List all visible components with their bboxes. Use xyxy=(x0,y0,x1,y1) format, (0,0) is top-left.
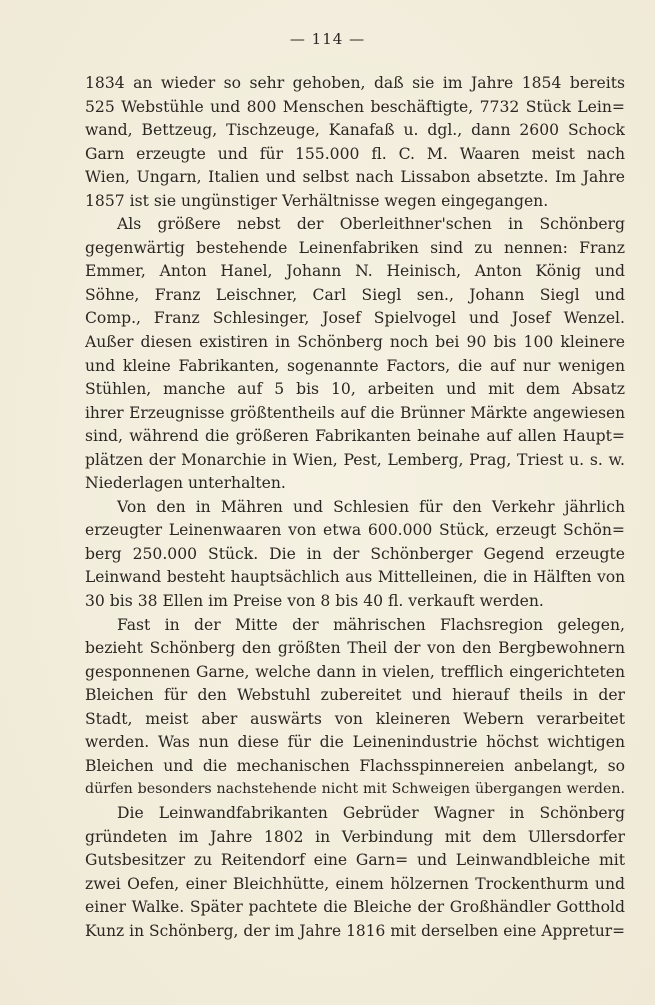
text-line: Außer diesen existiren in Schönberg noch bei 90 bis 100 kleinere xyxy=(85,333,625,352)
text-line: berg 250.000 Stück. Die in der Schönberger Gegend erzeugte xyxy=(85,544,625,563)
text-line: werden. Was nun diese für die Leinenindustrie höchst wichtigen xyxy=(85,733,625,752)
text-line: Leinwand besteht hauptsächlich aus Mittelleinen, die in Hälften von xyxy=(85,568,625,587)
text-line: dürfen besonders nachstehende nicht mit Schweigen übergangen werden. xyxy=(85,781,625,798)
text-line: zwei Oefen, einer Bleichhütte, einem hölzernen Trockenthurm und xyxy=(85,874,625,893)
text-line: wand, Bettzeug, Tischzeuge, Kanafaß u. dgl., dann 2600 Schock xyxy=(85,121,625,140)
text-line: Söhne, Franz Leischner, Carl Siegl sen., Johann Siegl und xyxy=(85,285,625,304)
text-line: sind, während die größeren Fabrikanten beinahe auf allen Haupt= xyxy=(85,427,625,446)
text-line: Die Leinwandfabrikanten Gebrüder Wagner in Schönberg xyxy=(117,803,625,822)
text-line: einer Walke. Später pachtete die Bleiche der Großhändler Gotthold xyxy=(85,898,625,917)
text-line: Bleichen für den Webstuhl zubereitet und hierauf theils in der xyxy=(85,686,625,705)
text-line: Stadt, meist aber auswärts von kleineren Webern verarbeitet xyxy=(85,709,625,728)
text-line: Von den in Mähren und Schlesien für den Verkehr jährlich xyxy=(117,497,625,516)
text-line: Fast in der Mitte der mährischen Flachsregion gelegen, xyxy=(117,615,625,634)
text-line: erzeugter Leinenwaaren von etwa 600.000 Stück, erzeugt Schön= xyxy=(85,521,625,540)
text-line: Gutsbesitzer zu Reitendorf eine Garn= und Leinwandbleiche mit xyxy=(85,851,625,870)
text-line: 525 Webstühle und 800 Menschen beschäftigte, 7732 Stück Lein= xyxy=(85,97,625,116)
text-line: Als größere nebst der Oberleithner'schen in Schönberg xyxy=(117,215,625,234)
text-line: und kleine Fabrikanten, sogenannte Factors, die auf nur wenigen xyxy=(85,356,625,375)
text-line: bezieht Schönberg den größten Theil der von den Bergbewohnern xyxy=(85,639,625,658)
text-line: Emmer, Anton Hanel, Johann N. Heinisch, Anton König und xyxy=(85,262,625,281)
body-text xyxy=(85,72,625,943)
text-line: gesponnenen Garne, welche dann in vielen, trefflich eingerichteten xyxy=(85,662,625,681)
text-line: Comp., Franz Schlesinger, Josef Spielvogel und Josef Wenzel. xyxy=(85,309,625,328)
text-line: gegenwärtig bestehende Leinenfabriken sind zu nennen: Franz xyxy=(85,238,625,257)
text-line: Wien, Ungarn, Italien und selbst nach Lissabon absetzte. Im Jahre xyxy=(85,168,625,187)
text-line: Niederlagen unterhalten. xyxy=(85,474,286,493)
text-line: 1857 ist sie ungünstiger Verhältnisse wegen eingegangen. xyxy=(85,191,549,210)
text-line: ihrer Erzeugnisse größtentheils auf die Brünner Märkte angewiesen xyxy=(85,403,625,422)
text-line: 1834 an wieder so sehr gehoben, daß sie im Jahre 1854 bereits xyxy=(85,74,625,92)
text-line: gründeten im Jahre 1802 in Verbindung mit dem Ullersdorfer xyxy=(85,827,625,846)
text-line: plätzen der Monarchie in Wien, Pest, Lemberg, Prag, Triest u. s. w. xyxy=(85,450,625,469)
text-line: Kunz in Schönberg, der im Jahre 1816 mit derselben eine Appretur= xyxy=(85,921,625,940)
text-line: 30 bis 38 Ellen im Preise von 8 bis 40 fl. verkauft werden. xyxy=(85,592,544,611)
text-line: Bleichen und die mechanischen Flachsspinnereien anbelangt, so xyxy=(85,756,625,775)
page-number: — 114 — xyxy=(289,30,366,48)
text-line: Garn erzeugte und für 155.000 fl. C. M. Waaren meist nach xyxy=(85,144,625,163)
text-line: Stühlen, manche auf 5 bis 10, arbeiten und mit dem Absatz xyxy=(85,380,625,399)
